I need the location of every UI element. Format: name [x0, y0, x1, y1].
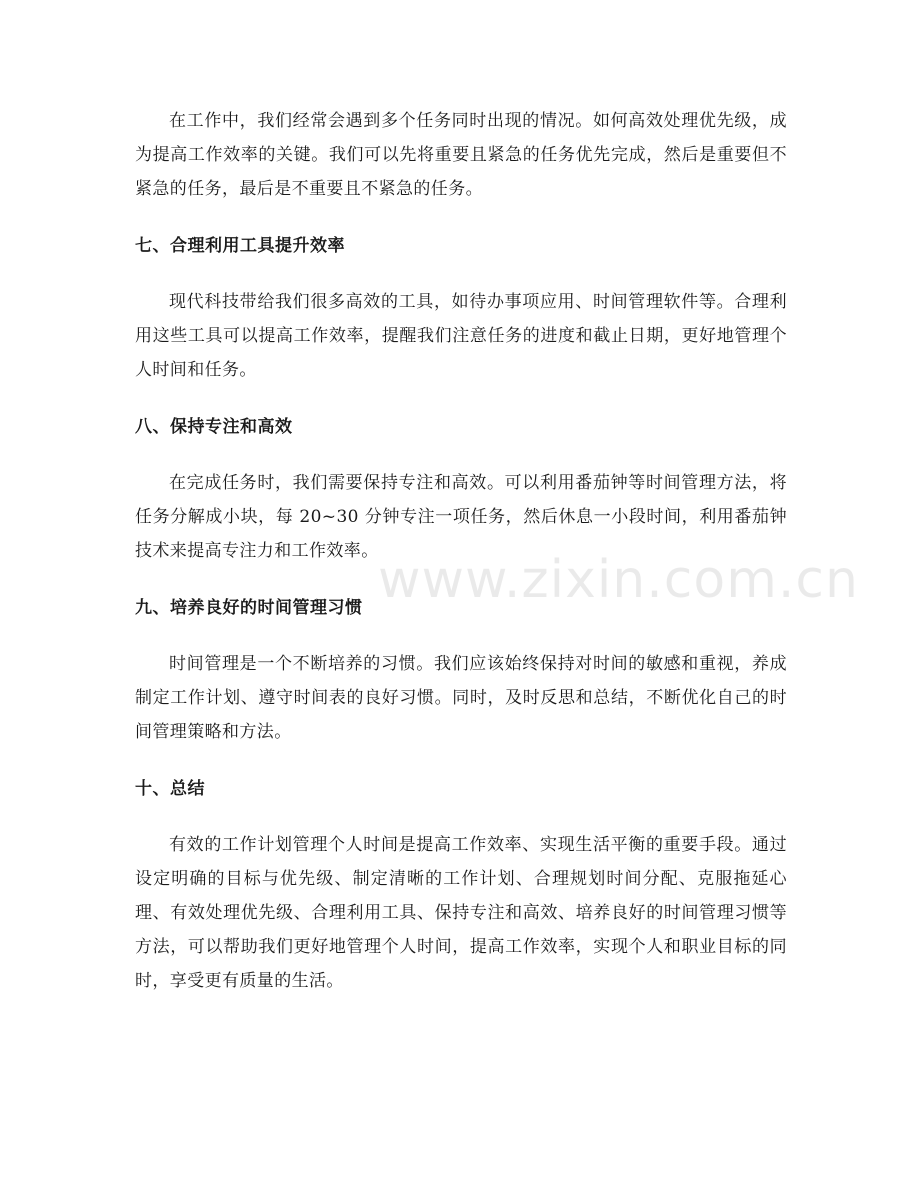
paragraph-section-10: 有效的工作计划管理个人时间是提高工作效率、实现生活平衡的重要手段。通过设定明确的目标与优先级、制定清晰的工作计划、合理规划时间分配、克服拖延心理、有效处理优先级、合理利用工具、保持专注和高效、培养良好的时间管理习惯等方法，可以帮助我们更好地管理个人时间，提高工作效率，实现个人和职业目标的同时，享受更有质量的生活。 [135, 835, 787, 991]
paragraph-priority-handling: 在工作中，我们经常会遇到多个任务同时出现的情况。如何高效处理优先级，成为提高工作效率的关键。我们可以先将重要且紧急的任务优先完成，然后是重要但不紧急的任务，最后是不重要且不紧急的任务。 [135, 111, 787, 199]
section-heading-9: 九、培养良好的时间管理习惯 [135, 598, 363, 618]
paragraph-section-9: 时间管理是一个不断培养的习惯。我们应该始终保持对时间的敏感和重视，养成制定工作计划、遵守时间表的良好习惯。同时，及时反思和总结，不断优化自己的时间管理策略和方法。 [135, 654, 787, 742]
section-heading-10: 十、总结 [135, 779, 205, 799]
section-heading-7: 七、合理利用工具提升效率 [135, 236, 345, 256]
paragraph-section-8: 在完成任务时，我们需要保持专注和高效。可以利用番茄钟等时间管理方法，将任务分解成小块，每 20~30 分钟专注一项任务，然后休息一小段时间，利用番茄钟技术来提高专注力和工作效率。 [135, 473, 787, 561]
watermark: www.zixin.com.cn [378, 550, 859, 610]
paragraph-section-7: 现代科技带给我们很多高效的工具，如待办事项应用、时间管理软件等。合理利用这些工具可以提高工作效率，提醒我们注意任务的进度和截止日期，更好地管理个人时间和任务。 [135, 292, 787, 380]
section-heading-8: 八、保持专注和高效 [135, 417, 293, 437]
